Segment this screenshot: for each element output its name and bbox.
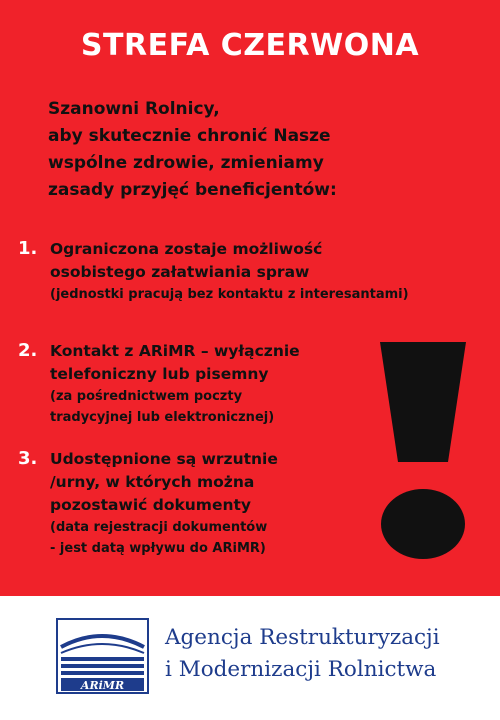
- rule-main-line: osobistego załatwiania spraw: [50, 263, 310, 281]
- intro-line: zasady przyjęć beneficjentów:: [48, 180, 337, 200]
- rule-note: (data rejestracji dokumentów: [50, 520, 268, 535]
- intro-line: Szanowni Rolnicy,: [48, 99, 220, 119]
- agency-name: [165, 622, 440, 686]
- arimr-logo-icon: [55, 617, 150, 695]
- intro-line: wspólne zdrowie, zmieniamy: [48, 153, 324, 173]
- rule-main-line: Kontakt z ARiMR – wyłącznie: [50, 342, 300, 360]
- intro-line: aby skutecznie chronić Nasze: [48, 126, 331, 146]
- rule-number: 3.: [18, 448, 38, 469]
- logo-text: ARiMR: [80, 679, 125, 692]
- rule-note: - jest datą wpływu do ARiMR): [50, 541, 266, 556]
- rule-note: tradycyjnej lub elektronicznej): [50, 410, 275, 425]
- rule-main-line: Udostępnione są wrzutnie: [50, 450, 278, 468]
- poster-title: STREFA CZERWONA: [80, 28, 420, 63]
- agency-name-line: i Modernizacji Rolnictwa: [165, 657, 437, 682]
- rule-main-line: /urny, w których można: [50, 473, 255, 491]
- rule-note: (jednostki pracują bez kontaktu z interesantami): [50, 287, 409, 302]
- rule-main-line: telefoniczny lub pisemny: [50, 365, 269, 383]
- rule-number: 2.: [18, 340, 38, 361]
- rule-main-line: pozostawić dokumenty: [50, 496, 252, 514]
- rule-note: (za pośrednictwem poczty: [50, 389, 243, 404]
- rule-number: 1.: [18, 238, 38, 259]
- agency-name-line: Agencja Restrukturyzacji: [165, 625, 440, 650]
- rule-main-line: Ograniczona zostaje możliwość: [50, 240, 323, 258]
